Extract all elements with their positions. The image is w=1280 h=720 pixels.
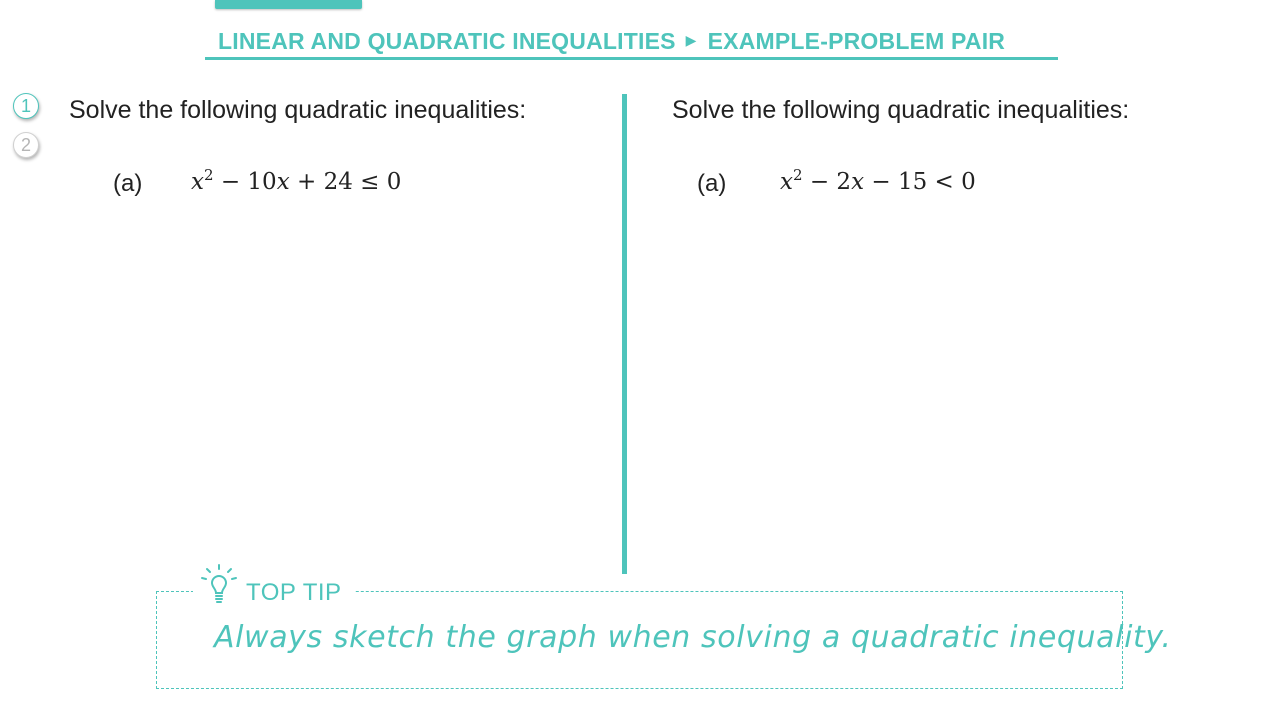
top-tip-title: TOP TIP — [246, 579, 342, 606]
example-expr-rest: − 10 — [213, 169, 277, 195]
step-2-button[interactable]: 2 — [13, 132, 39, 158]
breadcrumb — [218, 26, 1005, 56]
problem-expr-var2: x — [851, 169, 865, 195]
example-inequality — [191, 166, 402, 195]
problem-expr-tail: − 15 < 0 — [864, 169, 976, 195]
example-prompt: Solve the following quadratic inequalities: — [69, 96, 527, 124]
lightbulb-icon — [198, 563, 240, 607]
breadcrumb-section: EXAMPLE-PROBLEM PAIR — [707, 27, 1006, 54]
column-divider — [622, 94, 627, 574]
header-underline — [205, 57, 1058, 60]
problem-part-label: (a) — [697, 170, 727, 197]
problem-expr-exp: 2 — [792, 166, 803, 184]
problem-expr-var: x — [780, 169, 793, 195]
problem-prompt: Solve the following quadratic inequalities: — [672, 96, 1130, 124]
step-1-button[interactable]: 1 — [13, 93, 39, 119]
problem-expr-rest: − 2 — [802, 169, 852, 195]
problem-inequality — [780, 166, 976, 195]
top-tab-marker — [215, 0, 362, 9]
top-tip-text: Always sketch the graph when solving a quadratic inequality. — [214, 620, 1172, 655]
example-expr-tail: + 24 ≤ 0 — [289, 169, 402, 195]
example-part-label: (a) — [113, 170, 143, 197]
example-expr-var: x — [191, 169, 204, 195]
example-expr-exp: 2 — [203, 166, 214, 184]
example-expr-var2: x — [276, 169, 290, 195]
breadcrumb-separator-icon: ▶ — [685, 31, 697, 48]
breadcrumb-topic: LINEAR AND QUADRATIC INEQUALITIES — [218, 27, 676, 54]
